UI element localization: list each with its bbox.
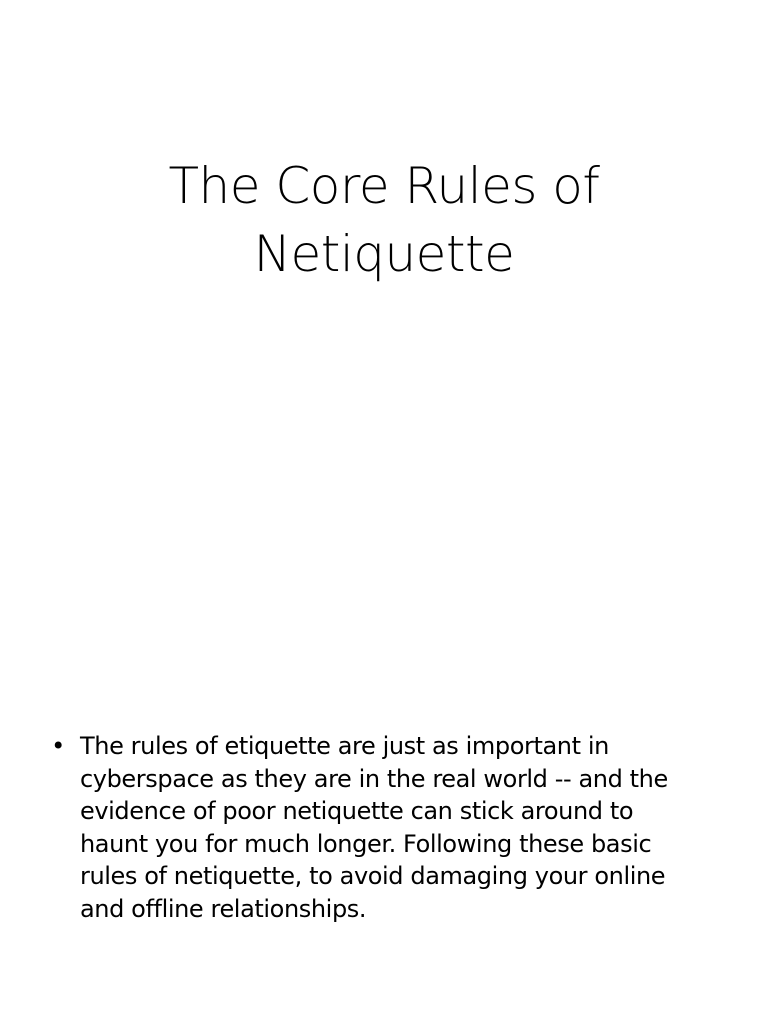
bullet-list [44,730,734,925]
bullet-text-line-2: cyberspace as they are in the real world -- and the [80,764,668,793]
bullet-text-line-6: and offline relationships. [80,894,367,923]
slide-title-line-1: The Core Rules of [168,157,600,215]
slide-title [60,152,708,288]
bullet-dot-icon: • [51,732,65,760]
slide-title-line-2: Netiquette [253,225,515,283]
bullet-text-line-1: The rules of etiquette are just as important in [80,732,609,760]
bullet-text-line-4: haunt you for much longer. Following these basic [80,829,652,858]
bullet-text-line-3: evidence of poor netiquette can stick around to [80,797,634,825]
bullet-text-line-5: rules of netiquette, to avoid damaging your online [80,862,666,890]
bullet-item [44,730,734,925]
